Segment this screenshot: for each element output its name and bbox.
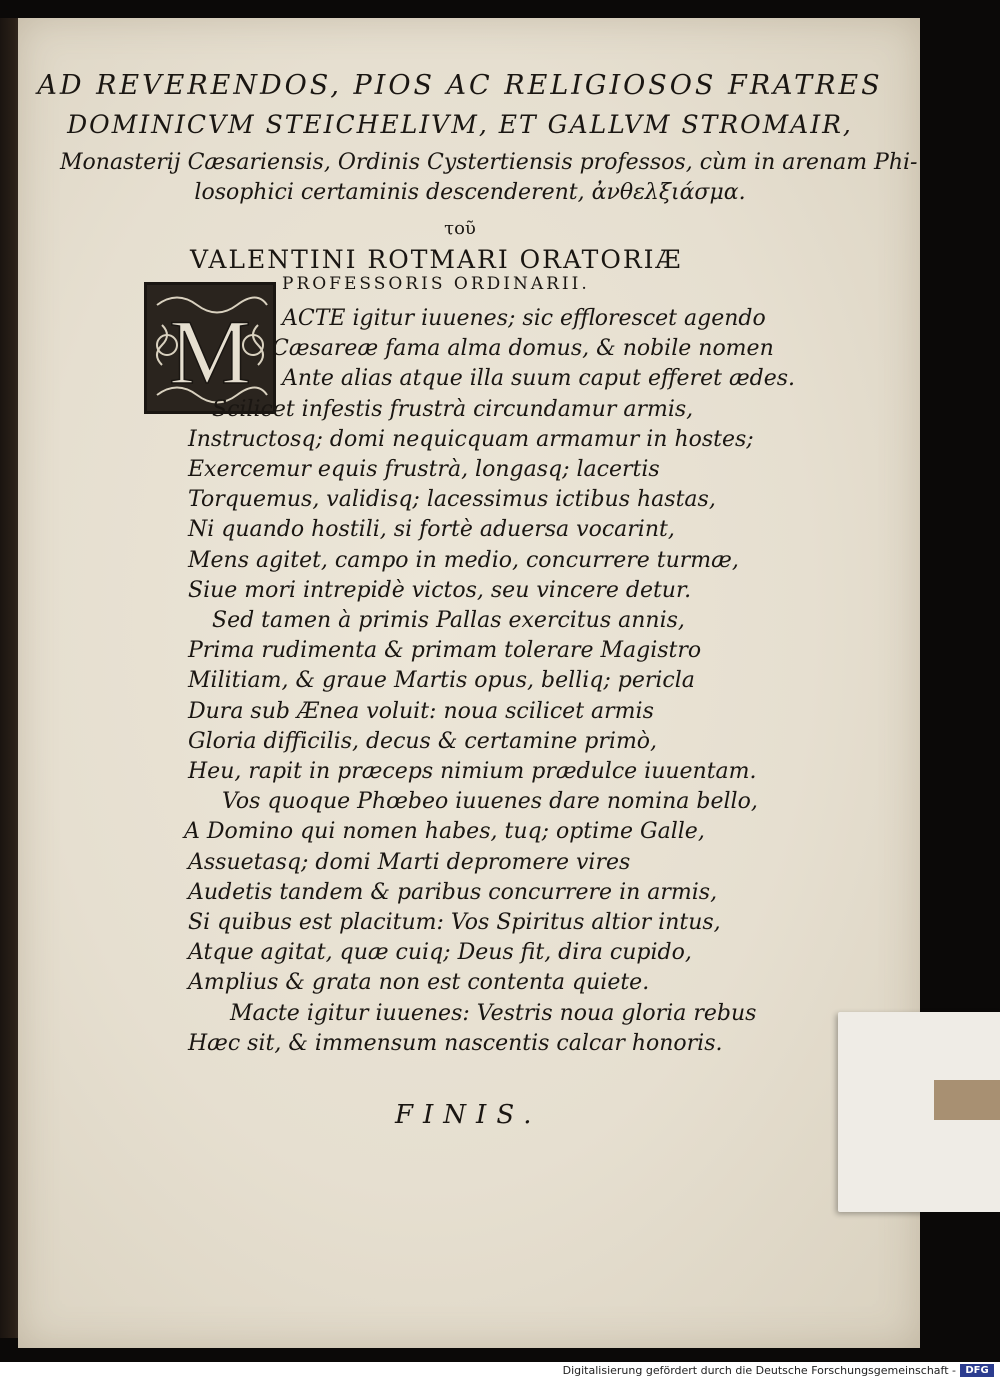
poem-line: A Domino qui nomen habes, tuq; optime Galle,: [184, 819, 705, 845]
poem-line: Assuetasq; domi Marti depromere vires: [188, 849, 631, 875]
footer-credit: Digitalisierung gefördert durch die Deutsche Forschungsgemeinschaft -: [562, 1364, 956, 1377]
poem-line: Hæc sit, & immensum nascentis calcar honoris.: [188, 1030, 723, 1056]
title-line-4: losophici certaminis descenderent, ἀνθελξιάσμα.: [194, 180, 746, 205]
poem-line: Amplius & grata non est contenta quiete.: [188, 970, 650, 996]
finis: FINIS.: [395, 1100, 542, 1130]
poem-line: Macte igitur iuuenes: Vestris noua gloria rebus: [230, 1000, 757, 1026]
title-line-2: DOMINICVM STEICHELIVM, ET GALLVM STROMAIR,: [67, 110, 853, 139]
poem-line: Siue mori intrepidè victos, seu vincere detur.: [188, 577, 692, 603]
poem-line: Vos quoque Phœbeo iuuenes dare nomina bello,: [222, 789, 758, 815]
author-title: PROFESSORIS ORDINARII.: [282, 274, 590, 294]
initial-letter: M: [169, 301, 251, 403]
poem-line: Scilicet infestis frustrà circundamur armis,: [212, 396, 694, 422]
poem-line: Torquemus, validisq; lacessimus ictibus hastas,: [188, 487, 716, 513]
poem-line: Dura sub Ænea voluit: noua scilicet armis: [188, 698, 654, 724]
title-line-3: Monasterij Cæsariensis, Ordinis Cystertiensis professos, cùm in arenam Phi-: [60, 150, 918, 175]
poem-line: Audetis tandem & paribus concurrere in armis,: [188, 879, 718, 905]
author-line: VALENTINI ROTMARI ORATORIÆ: [190, 245, 683, 274]
poem-line: ACTE igitur iuuenes; sic efflorescet agendo: [282, 306, 766, 331]
poem-line: Ante alias atque illa suum caput efferet ædes.: [282, 366, 796, 392]
tou-word: τοῦ: [444, 218, 476, 239]
footer-bar: [0, 1362, 1000, 1380]
title-line-1: AD REVERENDOS, PIOS AC RELIGIOSOS FRATRES: [37, 70, 883, 101]
poem-line: Prima rudimenta & primam tolerare Magistro: [188, 638, 702, 664]
poem-line: Atque agitat, quæ cuiq; Deus fit, dira cupido,: [188, 940, 692, 966]
poem-line: Heu, rapit in præceps nimium prædulce iuuentam.: [188, 759, 757, 784]
poem-line: Ni quando hostili, si fortè aduersa vocarint,: [188, 517, 675, 543]
decorated-initial-m: [144, 282, 276, 414]
poem-line: Cæsareæ fama alma domus, & nobile nomen: [272, 336, 774, 362]
poem-line: Instructosq; domi nequicquam armamur in hostes;: [188, 426, 754, 452]
poem-line: Si quibus est placitum: Vos Spiritus altior intus,: [188, 910, 721, 935]
poem-line: Militiam, & graue Martis opus, belliq; pericla: [188, 668, 695, 694]
binding-stain: [934, 1080, 1000, 1120]
ornament-icon: [147, 285, 273, 411]
dfg-logo-icon: DFG: [960, 1364, 994, 1377]
poem-line: Exercemur equis frustrà, longasq; lacertis: [188, 457, 660, 482]
poem-line: Mens agitet, campo in medio, concurrere turmæ,: [188, 547, 739, 573]
poem-line: Gloria difficilis, decus & certamine primò,: [188, 728, 658, 754]
poem-line: Sed tamen à primis Pallas exercitus annis,: [212, 608, 685, 633]
